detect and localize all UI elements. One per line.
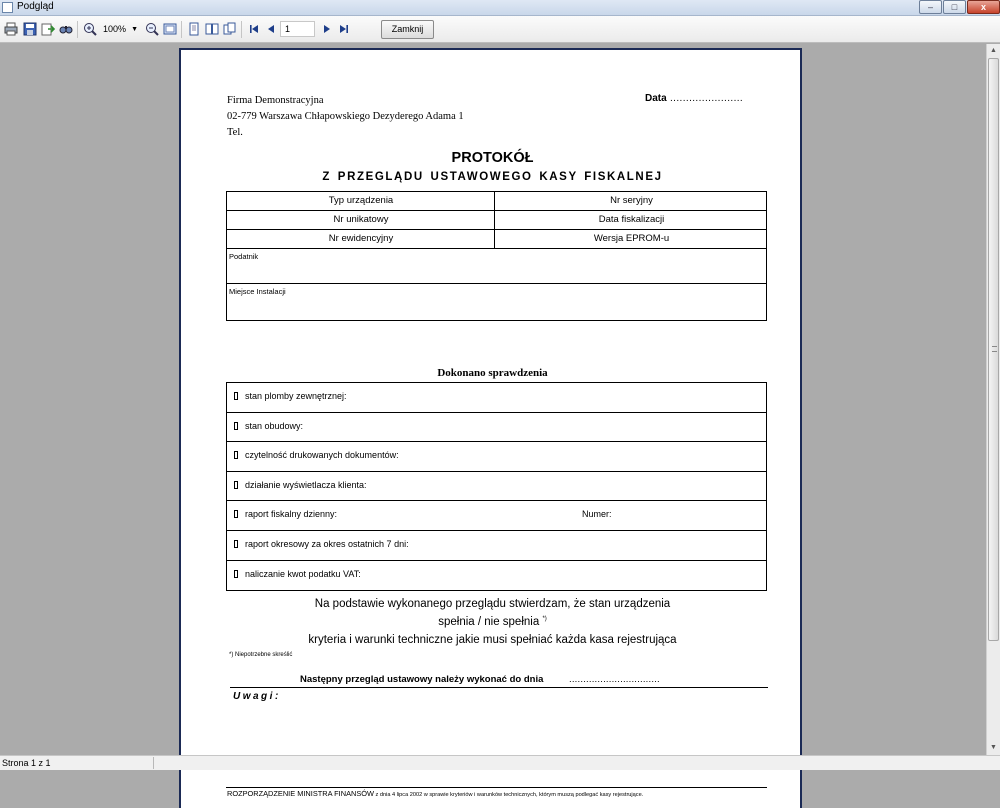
device-type-label: Typ urządzenia [328, 195, 394, 206]
company-name: Firma Demonstracyjna [227, 95, 324, 106]
page-status: Strona 1 z 1 [2, 758, 51, 768]
device-info-table [226, 191, 767, 321]
serial-number-label: Nr seryjny [610, 195, 653, 206]
taxpayer-cell [227, 249, 766, 284]
find-icon[interactable] [59, 22, 73, 36]
unique-number-label: Nr unikatowy [333, 214, 389, 225]
export-icon[interactable] [41, 22, 55, 36]
next-review-field: ................................ [569, 674, 660, 685]
zoom-out-icon[interactable] [145, 22, 159, 36]
document-page [179, 48, 802, 808]
status-bar [0, 755, 1000, 770]
eprom-version-label: Wersja EPROM-u [593, 233, 670, 244]
company-address: 02-779 Warszawa Chłapowskiego Dezyderego Adama 1 [227, 111, 464, 122]
first-page-icon[interactable] [247, 22, 261, 36]
checkbox-icon [234, 422, 238, 430]
toolbar-separator [181, 21, 182, 38]
next-review-label: Następny przegląd ustawowy należy wykonać do dnia [300, 674, 544, 685]
divider [230, 687, 768, 688]
company-header [227, 93, 464, 141]
check-label: raport fiskalny dzienny: [245, 509, 338, 520]
print-icon[interactable] [4, 22, 18, 36]
zoom-select[interactable] [103, 22, 140, 37]
date-label: Data [645, 93, 667, 104]
scroll-thumb[interactable] [988, 58, 999, 641]
footnote: *) Niepotrzebne skreślić [229, 652, 293, 658]
location-cell [227, 284, 766, 320]
vertical-scrollbar[interactable] [986, 44, 1000, 755]
checkbox-icon [234, 570, 238, 578]
page-number-input[interactable]: 1 [280, 21, 315, 37]
check-label: naliczanie kwot podatku VAT: [245, 568, 361, 579]
checkbox-icon [234, 451, 238, 459]
table-row [227, 501, 766, 531]
scroll-down-icon[interactable]: ▼ [990, 744, 997, 751]
scroll-up-icon[interactable]: ▲ [990, 47, 997, 54]
remarks-label: Uwagi: [233, 691, 281, 702]
table-row [227, 211, 766, 230]
table-row [227, 413, 766, 443]
next-page-icon[interactable] [320, 22, 334, 36]
divider [226, 787, 767, 788]
table-row [227, 383, 766, 413]
checks-table [226, 382, 767, 591]
table-row [227, 230, 766, 249]
page-width-icon[interactable] [163, 22, 177, 36]
table-row [227, 472, 766, 502]
zoom-in-icon[interactable] [83, 22, 97, 36]
grip-icon [992, 346, 997, 352]
prev-page-icon[interactable] [264, 22, 278, 36]
maximize-button[interactable]: □ [943, 0, 966, 14]
regulation-footer [227, 789, 643, 798]
footnote-mark: *) [542, 616, 547, 623]
number-label: Numer: [582, 509, 612, 520]
checkbox-icon [234, 510, 238, 518]
check-label: stan plomby zewnętrznej: [245, 391, 347, 401]
zoom-value: 100% [103, 24, 127, 34]
regulation-title: ROZPORZĄDZENIE MINISTRA FINANSÓW [227, 789, 374, 798]
close-preview-button[interactable]: Zamknij [381, 20, 434, 39]
conclusion-line-2 [181, 616, 804, 628]
document-title: PROTOKÓŁ [451, 150, 534, 166]
single-page-icon[interactable] [187, 22, 201, 36]
document-subtitle: Z PRZEGLĄDU USTAWOWEGO KASY FISKALNEJ [322, 171, 663, 183]
conclusion-line-1: Na podstawie wykonanego przeglądu stwierdzam, że stan urządzenia [314, 598, 671, 610]
last-page-icon[interactable] [337, 22, 351, 36]
checkbox-icon [234, 540, 238, 548]
toolbar [0, 16, 1000, 43]
check-label: raport okresowy za okres ostatnich 7 dni: [245, 538, 409, 549]
fiscalization-date-label: Data fiskalizacji [598, 214, 665, 225]
location-label: Miejsce Instalacji [229, 287, 286, 296]
minimize-button[interactable]: – [919, 0, 942, 14]
taxpayer-label: Podatnik [229, 252, 259, 261]
check-label: działanie wyświetlacza klienta: [245, 479, 367, 490]
toolbar-separator [77, 21, 78, 38]
registration-number-label: Nr ewidencyjny [328, 233, 394, 244]
checks-title: Dokonano sprawdzenia [437, 367, 548, 379]
conclusion-line-3: kryteria i warunki techniczne jakie musi spełniać każda kasa rejestrująca [308, 634, 677, 646]
check-label: czytelność drukowanych dokumentów: [245, 450, 399, 461]
company-phone: Tel. [227, 127, 243, 138]
save-icon[interactable] [23, 22, 37, 36]
divider [153, 757, 154, 769]
date-field: ....................... [670, 93, 744, 104]
table-row [227, 531, 766, 561]
two-pages-icon[interactable] [205, 22, 219, 36]
app-icon [2, 2, 13, 13]
checkbox-icon [234, 392, 238, 400]
check-label: stan obudowy: [245, 420, 304, 431]
chevron-down-icon: ▼ [131, 26, 138, 33]
multi-page-icon[interactable] [223, 22, 237, 36]
conclusion-choice: spełnia / nie spełnia [438, 616, 540, 628]
window-titlebar [0, 0, 1000, 16]
toolbar-separator [241, 21, 242, 38]
regulation-text: z dnia 4 lipca 2002 w sprawie kryteriów i warunków technicznych, którym muszą podlegać kasy rejestrujące. [374, 792, 644, 798]
close-window-button[interactable]: x [967, 0, 1000, 14]
table-row [227, 561, 766, 591]
table-row [227, 192, 766, 211]
window-title: Podgląd [17, 1, 54, 12]
checkbox-icon [234, 481, 238, 489]
table-row [227, 442, 766, 472]
